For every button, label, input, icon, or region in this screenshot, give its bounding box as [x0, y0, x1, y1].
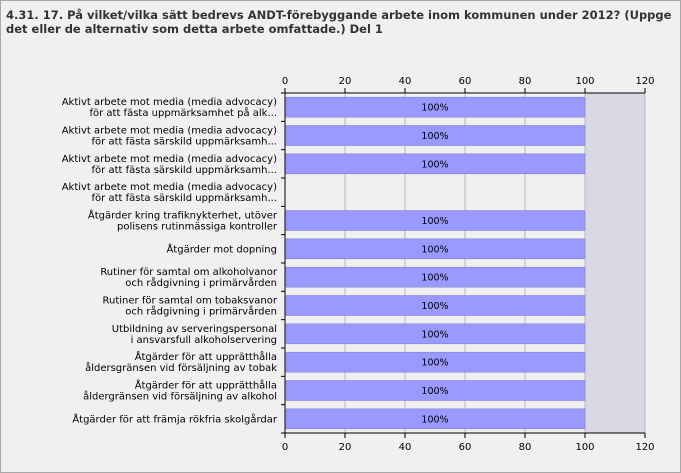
top-tick-label-0: 0: [281, 76, 289, 87]
data-label-4: 100%: [421, 216, 449, 227]
category-label-line: Aktivt arbete mot media (media advocacy): [61, 153, 277, 165]
category-label-line: Åtgärder för att främja rökfria skolgårdar: [72, 414, 277, 426]
category-label-9: [85, 350, 277, 374]
top-tick-label-2: 40: [398, 76, 412, 87]
category-label-line: Aktivt arbete mot media (media advocacy): [61, 182, 277, 194]
data-label-2: 100%: [421, 159, 449, 171]
bottom-tick-label-6: 120: [635, 442, 655, 453]
data-label-10: 100%: [421, 386, 449, 397]
data-label-7: 100%: [421, 301, 449, 312]
category-label-line: Rutiner för samtal om tobaksvanor: [102, 295, 277, 307]
category-label-line: för att fästa särskild uppmärksamh...: [91, 136, 277, 148]
category-label-3: [62, 182, 277, 204]
bottom-tick-label-5: 100: [575, 442, 595, 453]
category-label-4: [88, 209, 278, 233]
category-label-line: för att fästa särskild uppmärksamh...: [91, 193, 277, 205]
category-label-line: och rådgivning i primärvården: [125, 306, 277, 318]
category-label-line: Rutiner för samtal om alkoholvanor: [100, 267, 277, 279]
bottom-tick-label-4: 80: [518, 442, 532, 453]
category-label-line: för att fästa uppmärksamhet på alk...: [89, 108, 277, 120]
category-label-line: polisens rutinmässiga kontroller: [117, 221, 277, 233]
category-label-line: Åtgärder för att upprätthålla: [134, 380, 277, 392]
category-label-6: [100, 267, 278, 289]
category-label-line: Åtgärder kring trafiknykterhet, utöver: [87, 210, 277, 222]
top-tick-label-4: 80: [518, 76, 532, 87]
chart-title: 4.31. 17. På vilket/vilka sätt bedrevs ANDT-förebyggande arbete inom kommunen under 2012? (Uppge det eller de alternativ som detta arbete omfattade.) Del 1: [6, 8, 672, 36]
bottom-tick-label-2: 40: [398, 442, 412, 453]
data-label-0: 100%: [421, 102, 449, 114]
data-label-1: 100%: [421, 131, 449, 142]
category-label-line: Utbildning av serveringspersonal: [111, 323, 277, 335]
data-label-5: 100%: [421, 244, 449, 256]
top-tick-label-1: 20: [338, 76, 352, 87]
plot-area-overflow: [585, 93, 645, 433]
category-label-line: Åtgärder för att upprätthålla: [134, 352, 277, 364]
category-label-11: [72, 412, 278, 425]
top-tick-label-5: 100: [575, 76, 595, 87]
category-label-line: för att fästa särskild uppmärksamh...: [91, 164, 277, 176]
category-label-line: och rådgivning i primärvården: [125, 278, 277, 290]
category-label-2: [62, 154, 277, 176]
category-label-line: Aktivt arbete mot media (media advocacy): [61, 97, 277, 109]
category-label-line: Aktivt arbete mot media (media advocacy): [61, 125, 277, 137]
data-label-6: 100%: [421, 272, 449, 284]
category-label-line: Åtgärder mot dopning: [166, 244, 277, 256]
category-label-5: [166, 242, 277, 255]
bottom-tick-label-1: 20: [338, 442, 352, 453]
category-label-7: [103, 296, 278, 318]
data-label-11: 100%: [421, 414, 449, 426]
bottom-tick-label-3: 60: [458, 442, 472, 453]
category-label-8: [112, 324, 277, 346]
category-label-10: [83, 379, 277, 403]
category-label-0: [62, 97, 277, 119]
top-tick-label-3: 60: [458, 76, 472, 87]
top-tick-label-6: 120: [635, 76, 655, 87]
data-label-8: 100%: [421, 329, 449, 341]
category-label-1: [62, 126, 277, 148]
category-label-line: i ansvarsfull alkoholservering: [130, 334, 277, 346]
data-label-9: 100%: [421, 357, 449, 369]
bottom-tick-label-0: 0: [281, 442, 289, 453]
category-label-line: åldersgränsen vid försäljning av tobak: [85, 363, 277, 375]
category-label-line: åldergränsen vid försäljning av alkohol: [83, 391, 277, 403]
